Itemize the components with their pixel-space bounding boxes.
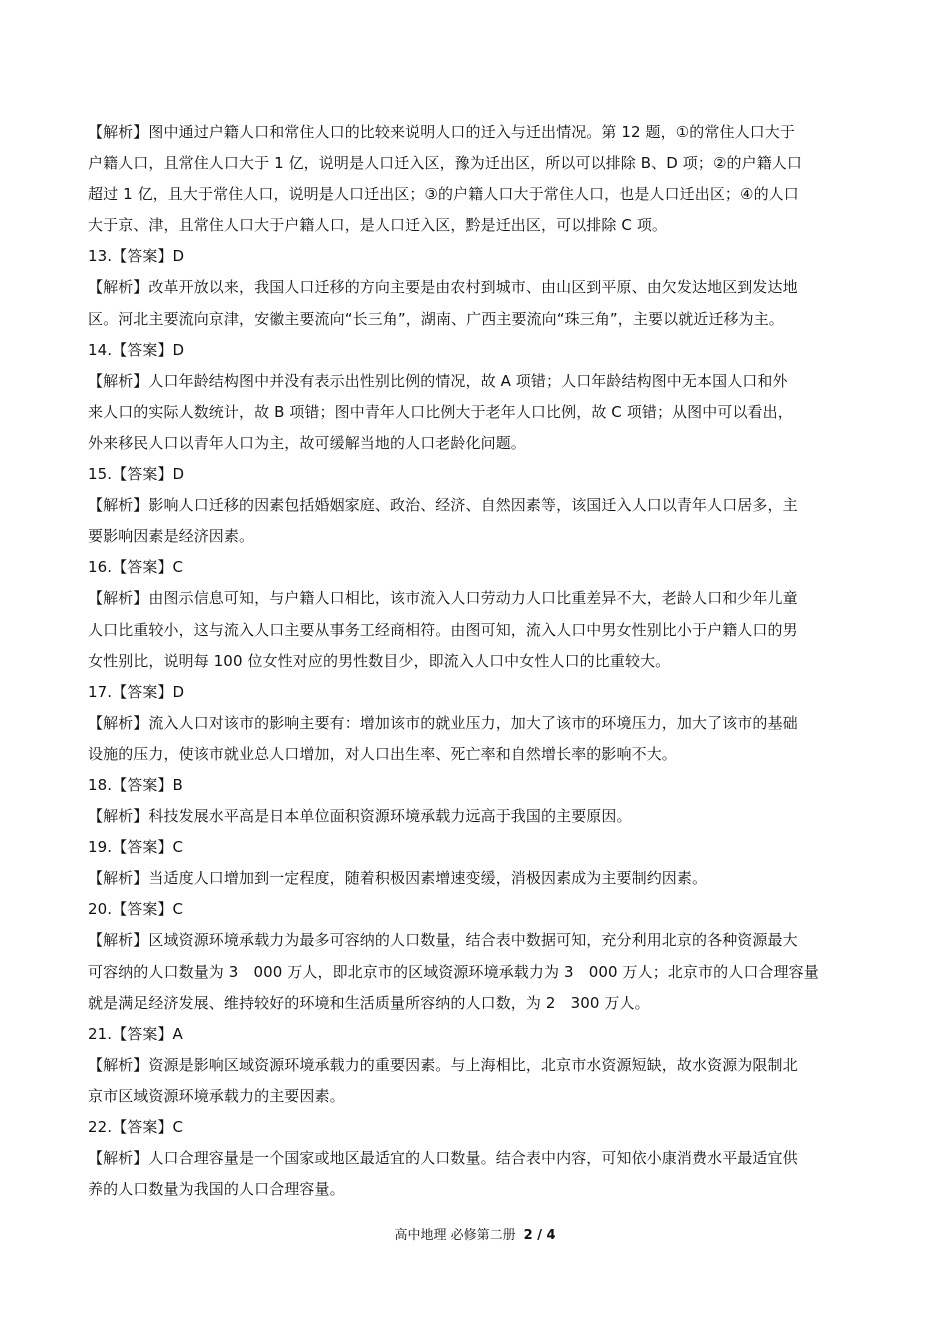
text-line: 【解析】改革开放以来，我国人口迁移的方向主要是由农村到城市、由山区到平原、由欠发达地区到发达地 [88, 278, 798, 297]
answer-line: 15.【答案】D [88, 465, 185, 484]
text-line: 【解析】科技发展水平高是日本单位面积资源环境承载力远高于我国的主要原因。 [88, 807, 632, 826]
answer-line: 22.【答案】C [88, 1118, 184, 1136]
answer-line: 19.【答案】C [88, 838, 184, 857]
answer-line: 16.【答案】C [88, 558, 184, 577]
text-line: 【解析】影响人口迁移的因素包括婚姻家庭、政治、经济、自然因素等，该国迁入人口以青年人口居多，主 [88, 496, 798, 515]
text-line: 京市区域资源环境承载力的主要因素。 [88, 1086, 345, 1105]
text-line: 养的人口数量为我国的人口合理容量。 [88, 1180, 345, 1199]
text-line: 区。河北主要流向京津，安徽主要流向“长三角”，湖南、广西主要流向“珠三角”，主要以就近迁移为主。 [88, 309, 784, 328]
answer-line: 17.【答案】D [88, 682, 185, 701]
text-line: 就是满足经济发展、维持较好的环境和生活质量所容纳的人口数，为 2 300 万人。 [88, 993, 650, 1012]
text-line: 户籍人口，且常住人口大于 1 亿，说明是人口迁入区，豫为迁出区，所以可以排除 B、D 项；②的户籍人口 [88, 154, 803, 173]
text-line: 【解析】人口年龄结构图中并没有表示出性别比例的情况，故 A 项错；人口年龄结构图中无本国人口和外 [88, 371, 788, 390]
text-line: 要影响因素是经济因素。 [88, 527, 255, 546]
footer-title: 高中地理 必修第二册 [394, 1228, 516, 1243]
text-line: 来人口的实际人数统计，故 B 项错；图中青年人口比例大于老年人口比例，故 C 项错；从图中可以看出， [88, 402, 793, 421]
document-body [88, 117, 878, 1205]
text-line: 【解析】图中通过户籍人口和常住人口的比较来说明人口的迁入与迁出情况。第 12 题，①的常住人口大于 [88, 123, 795, 141]
answer-line: 18.【答案】B [88, 775, 183, 794]
answer-line: 14.【答案】D [88, 340, 185, 359]
text-line: 超过 1 亿，且大于常住人口，说明是人口迁出区；③的户籍人口大于常住人口，也是人口迁出区；④的人口 [88, 185, 799, 204]
text-line: 可容纳的人口数量为 3 000 万人，即北京市的区域资源环境承载力为 3 000 万人；北京市的人口合理容量 [88, 962, 819, 981]
text-line: 【解析】当适度人口增加到一定程度，随着积极因素增速变缓，消极因素成为主要制约因素。 [88, 869, 708, 888]
text-line: 【解析】人口合理容量是一个国家或地区最适宜的人口数量。结合表中内容，可知依小康消费水平最适宜供 [88, 1149, 798, 1168]
text-line: 【解析】资源是影响区域资源环境承载力的重要因素。与上海相比，北京市水资源短缺，故水资源为限制北 [88, 1055, 798, 1074]
text-line: 【解析】区域资源环境承载力为最多可容纳的人口数量，结合表中数据可知，充分利用北京的各种资源最大 [88, 931, 798, 950]
text-line: 外来移民人口以青年人口为主，故可缓解当地的人口老龄化问题。 [88, 433, 526, 452]
text-line: 设施的压力，使该市就业总人口增加，对人口出生率、死亡率和自然增长率的影响不大。 [88, 744, 677, 763]
answer-line: 21.【答案】A [88, 1024, 183, 1043]
page-number: 2 / 4 [523, 1228, 556, 1243]
page-footer [0, 1227, 950, 1245]
text-line: 人口比重较小，这与流入人口主要从事务工经商相符。由图可知，流入人口中男女性别比小于户籍人口的男 [88, 620, 798, 639]
text-line: 【解析】由图示信息可知，与户籍人口相比，该市流入人口劳动力人口比重差异不大，老龄人口和少年儿童 [88, 589, 798, 608]
text-line: 女性别比，说明每 100 位女性对应的男性数目少，即流入人口中女性人口的比重较大。 [88, 651, 671, 670]
answer-line: 13.【答案】D [88, 247, 185, 266]
text-line: 大于京、津，且常住人口大于户籍人口，是人口迁入区，黔是迁出区，可以排除 C 项。 [88, 216, 668, 235]
answer-line: 20.【答案】C [88, 900, 184, 919]
text-line: 【解析】流入人口对该市的影响主要有：增加该市的就业压力，加大了该市的环境压力，加大了该市的基础 [88, 713, 798, 732]
